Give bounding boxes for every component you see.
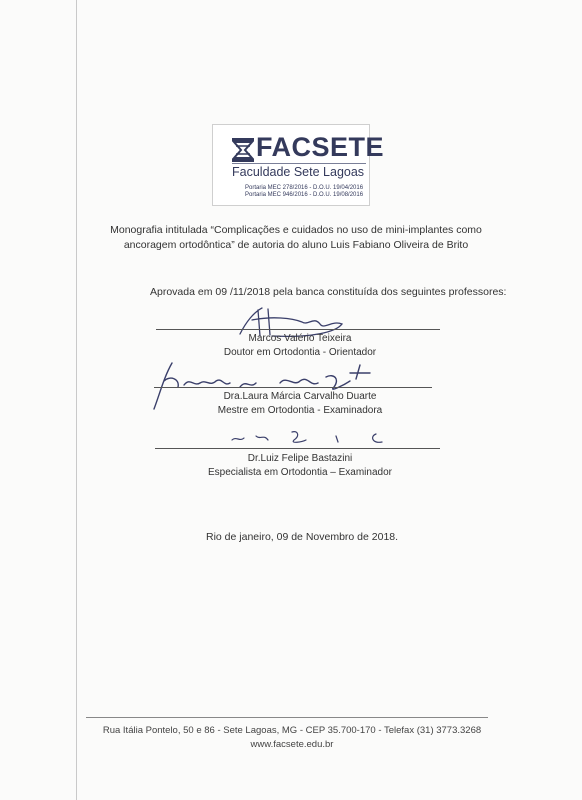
footer-website: www.facsete.edu.br: [250, 739, 334, 750]
page-edge: [76, 0, 77, 800]
logo-name: FACSETE: [256, 132, 385, 162]
monograph-intro: Monografia intitulada “Complicações e cuidados no uso de mini-implantes como ancoragem ortodôntica” de autoria do aluno Luis Fabiano Oliveira de Brito: [110, 224, 482, 251]
logo-subtitle: Faculdade Sete Lagoas: [232, 165, 365, 179]
examiner-2-title: Mestre em Ortodontia - Examinadora: [217, 405, 383, 416]
examiner-3-title: Especialista em Ortodontia – Examinador: [208, 467, 392, 478]
signature-line-3: [155, 448, 440, 449]
examiner-1-name: Marcos Valério Teixeira: [248, 333, 352, 344]
footer-divider: [86, 717, 488, 718]
signature-3: [226, 426, 406, 448]
facsete-emblem-icon: [232, 138, 254, 162]
signature-line-2: [154, 387, 432, 388]
facsete-logo: [212, 124, 385, 206]
examiner-3-name: Dr.Luiz Felipe Bastazini: [247, 453, 353, 464]
footer-address: Rua Itália Pontelo, 50 e 86 - Sete Lagoas, MG - CEP 35.700-170 - Telefax (31) 3773.3268: [102, 725, 482, 736]
logo-portaria-2: Portaria MEC 946/2016 - D.O.U. 19/08/2016: [245, 192, 364, 198]
signature-line-1: [156, 329, 440, 330]
logo-portaria-1: Portaria MEC 278/2016 - D.O.U. 19/04/2016: [245, 185, 364, 191]
examiner-1-title: Doutor em Ortodontia - Orientador: [223, 347, 377, 358]
examiner-2-name: Dra.Laura Márcia Carvalho Duarte: [223, 391, 377, 402]
date-place: Rio de janeiro, 09 de Novembro de 2018.: [206, 531, 399, 543]
approval-statement: Aprovada em 09 /11/2018 pela banca constituída dos seguintes professores:: [150, 286, 507, 298]
